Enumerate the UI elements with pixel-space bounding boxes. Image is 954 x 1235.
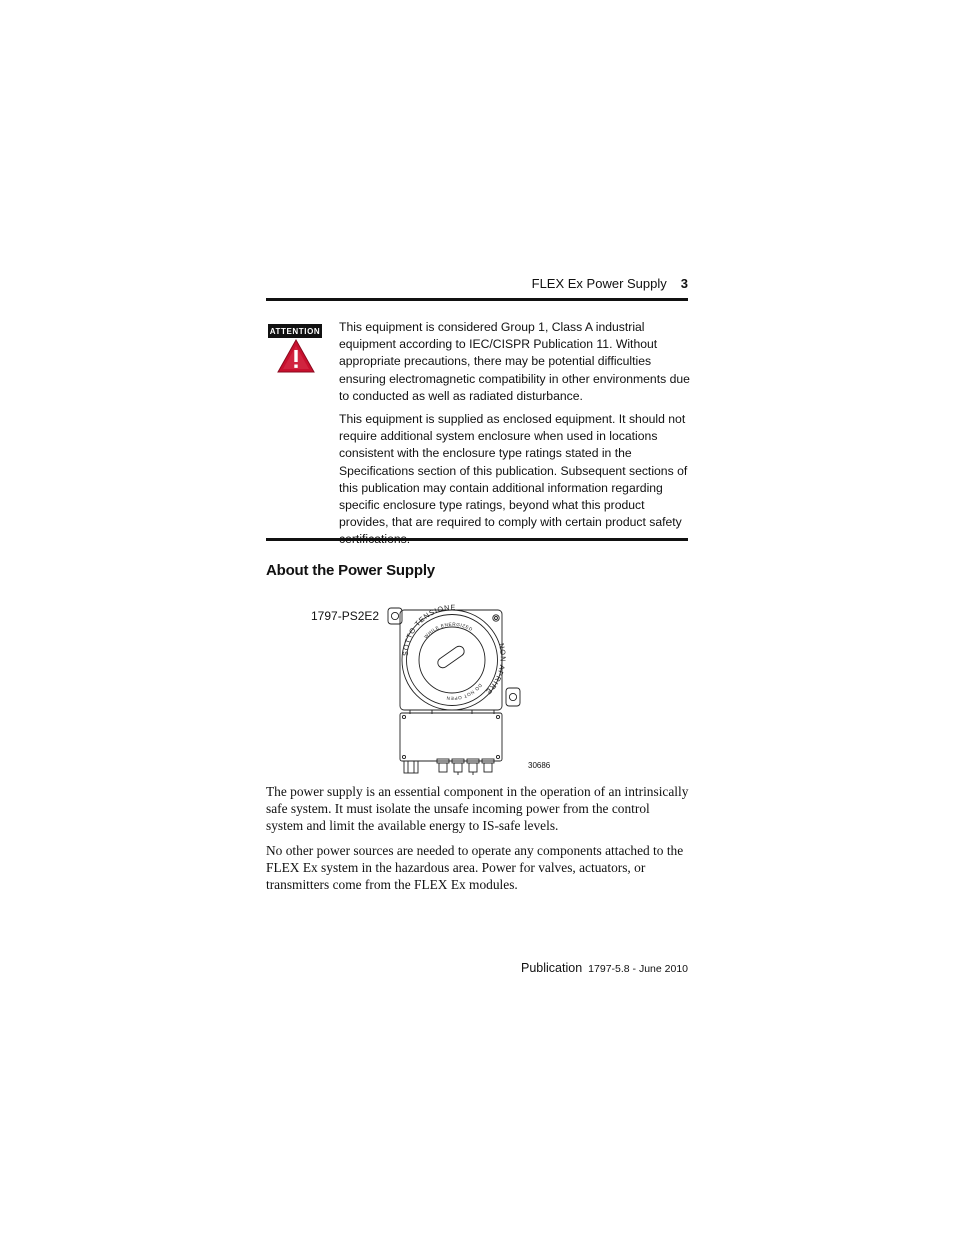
footer-label: Publication	[521, 961, 583, 975]
cover-warning-outer: SOTTO TENSIONE	[400, 602, 457, 657]
running-header	[532, 276, 688, 291]
attention-top-rule	[266, 298, 688, 301]
attention-message	[339, 319, 691, 555]
body-paragraph: No other power sources are needed to operate any components attached to the FLEX Ex system in the hazardous area. Power for valves, actuators, or transmitters come from the FLEX Ex modules.	[266, 842, 684, 893]
svg-text:NON APRIRE	[484, 642, 508, 697]
cover-warning-outer-2: NON APRIRE	[483, 642, 508, 697]
attention-paragraph: This equipment is supplied as enclosed equipment. It should not require additional system enclosure when used in locations consistent with the enclosure type ratings stated in the Specifications section of this publication. Subsequent sections of this publication may contain additional information regarding specific enclosure type ratings, beyond what this product provides, that are required to comply with certain product safety	[339, 412, 688, 530]
body-paragraph: The power supply is an essential component in the operation of an intrinsically safe system. It must isolate the unsafe incoming power from the control system and limit the available energy to IS-safe levels.	[266, 784, 689, 834]
figure-label: 1797-PS2E2	[311, 609, 380, 623]
publication-reference: 1797-5.8 - June 2010	[588, 963, 688, 975]
figure-id: 30686	[528, 761, 551, 770]
attention-badge: ATTENTION	[268, 324, 322, 338]
attention-paragraph: This equipment is considered Group 1, Class A industrial equipment according to IEC/CISPR Publication 11. Without appropriate precautions, there may be potential difficulties ensuring electromagnetic compatibility in other environments due to conducted as well as radiated disturbance.	[339, 320, 690, 403]
page-footer	[521, 961, 688, 975]
page-number: 3	[680, 276, 688, 291]
svg-text:SOTTO TENSIONE	[401, 603, 456, 657]
body-text	[266, 783, 690, 900]
power-supply-drawing	[386, 602, 522, 780]
cover-warning-inner: WHILE ENERGIZED	[423, 621, 474, 640]
running-header-title: FLEX Ex Power Supply	[531, 276, 667, 291]
warning-triangle-icon	[276, 338, 316, 374]
attention-bottom-rule	[266, 538, 688, 541]
cover-warning-inner-2: DO NOT OPEN	[445, 682, 483, 701]
section-title: About the Power Supply	[266, 562, 435, 579]
